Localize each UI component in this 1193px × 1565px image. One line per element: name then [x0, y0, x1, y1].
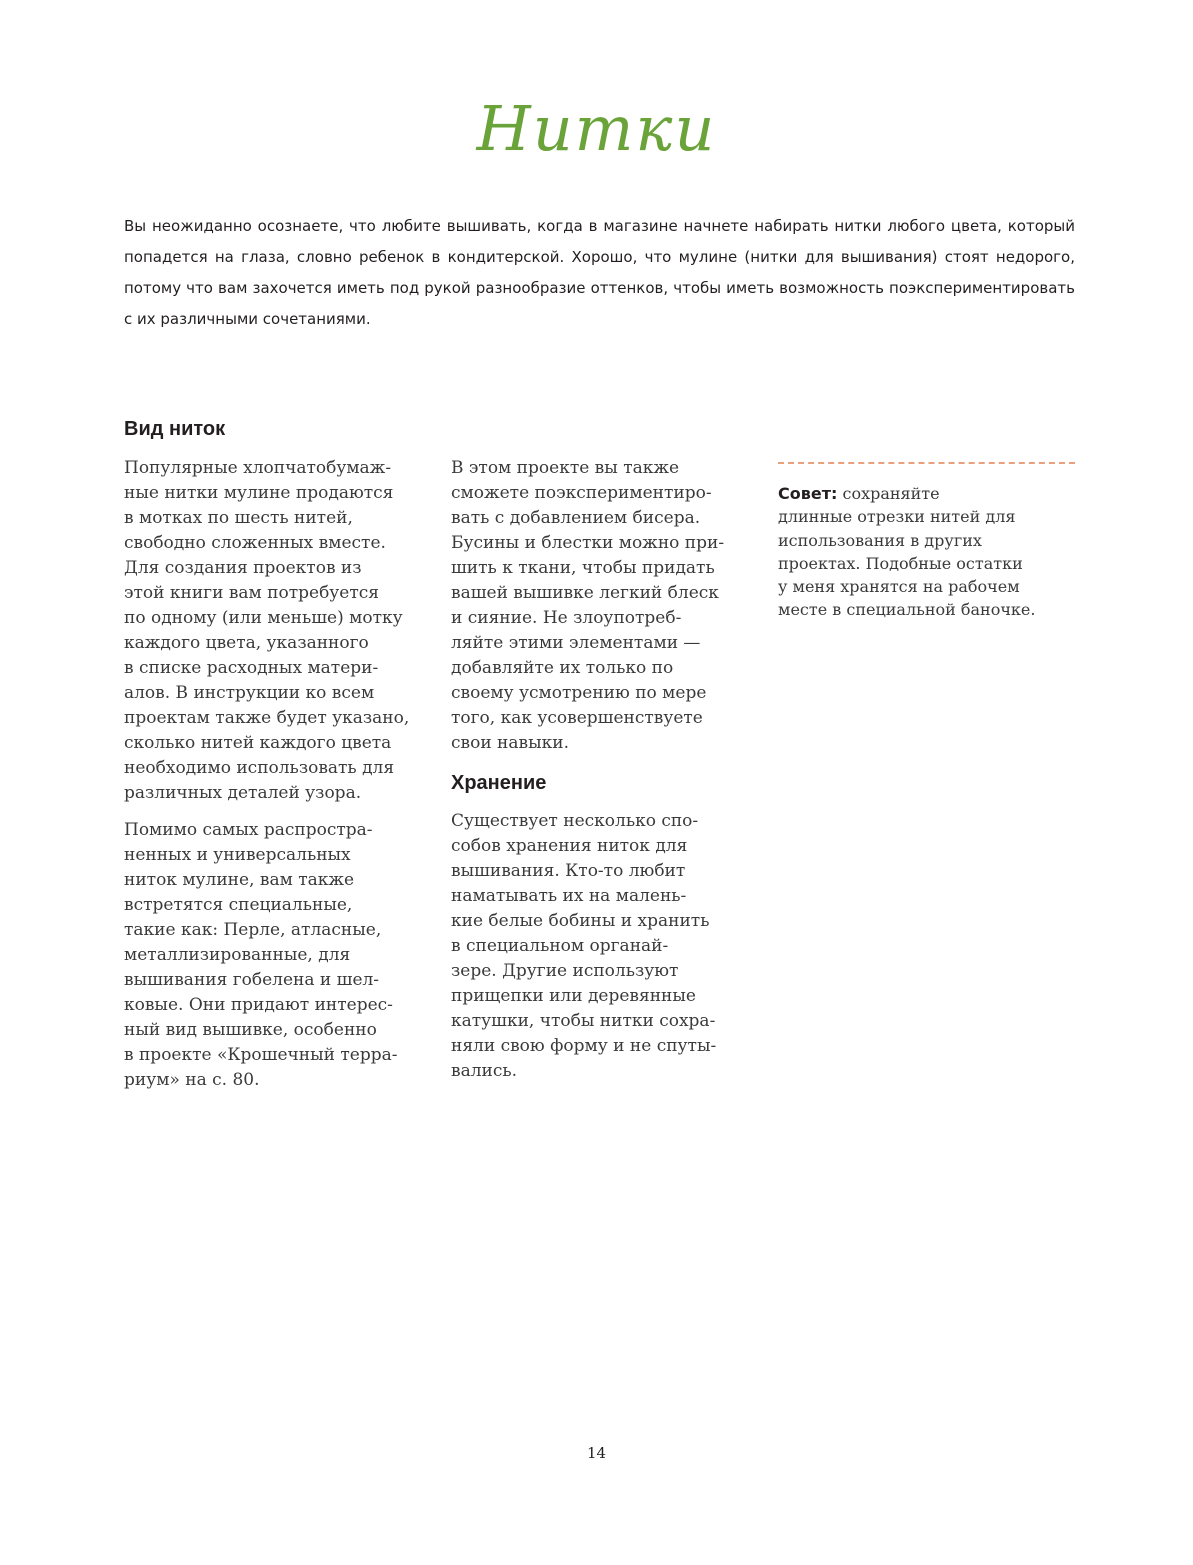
tip-label: Совет:	[778, 484, 838, 503]
page-number: 14	[586, 1444, 607, 1462]
section-heading-thread-types: Вид ниток	[124, 418, 226, 440]
tip-divider	[778, 462, 1075, 464]
intro-paragraph: Вы неожиданно осознаете, что любите вышивать, когда в магазине начнете набирать нитки любого цвета, который попадется на глаза, словно ребенок в кондитерской. Хорошо, что мулине (нитки для вышивания) стоят недорого, потому что вам захочется иметь под рукой разнообразие оттенков, чтобы иметь возможность поэкспериментировать с их различными сочетаниями.	[124, 217, 1075, 328]
tip-box	[778, 482, 1078, 622]
thread-types-paragraph-1: Популярные хлопчатобумаж- ные нитки мулине продаются в мотках по шесть нитей, свободно сложенных вместе. Для создания проектов из этой книги вам потребуется по одному (или меньше) мотку каждого цвета, указанного в списке расходных матери- алов. В инструкции ко всем проектам также будет указано, сколько нитей каждого цвета необходимо использовать для различных деталей узора.	[124, 458, 410, 803]
beads-paragraph: В этом проекте вы также сможете поэкспериментиро- вать с добавлением бисера. Бусины и блестки можно при- шить к ткани, чтобы придать вашей вышивке легкий блеск и сияние. Не злоупотреб- ляйте этими элементами — добавляйте их только по своему усмотрению по мере того, как усовершенствуете свои навыки.	[451, 458, 725, 753]
tip-text: сохраняйте длинные отрезки нитей для использования в других проектах. Подобные остатки у меня хранятся на рабочем месте в специальной баночке.	[778, 484, 1036, 620]
thread-types-paragraph-2: Помимо самых распростра- ненных и универсальных ниток мулине, вам также встретятся специальные, такие как: Перле, атласные, металлизированные, для вышивания гобелена и шел- ковые. Они придают интерес- ный вид вышивке, особенно в проекте «Крошечный терра- риум» на с. 80.	[124, 820, 398, 1090]
section-heading-storage: Хранение	[451, 772, 547, 794]
page-title: Нитки	[476, 92, 717, 165]
storage-paragraph: Существует несколько спо- собов хранения ниток для вышивания. Кто-то любит наматывать их на малень- кие белые бобины и хранить в специальном органай- зере. Другие используют прищепки или деревянные катушки, чтобы нитки сохра- няли свою форму и не спуты- вались.	[451, 811, 717, 1081]
